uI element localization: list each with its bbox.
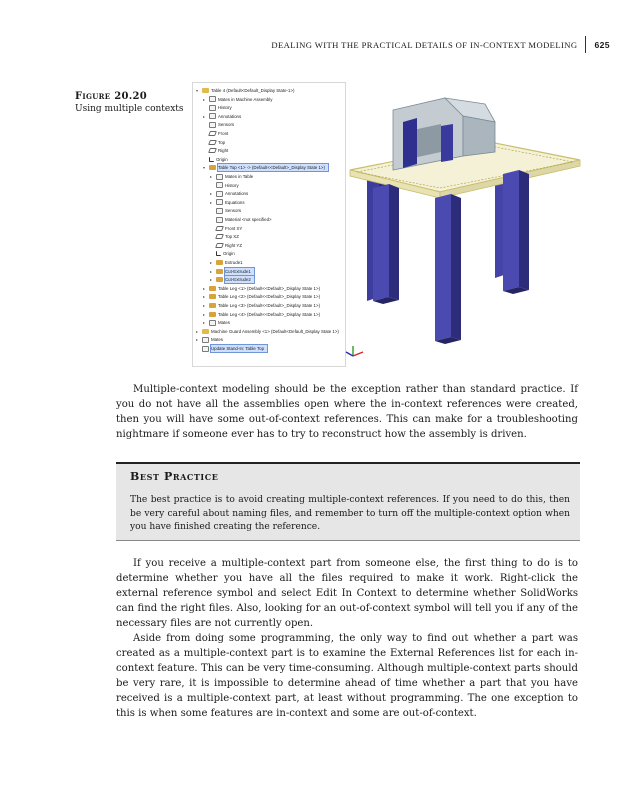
part-icon xyxy=(216,260,223,265)
folder-icon xyxy=(216,217,223,223)
tree-item-label: Sensors xyxy=(225,208,242,214)
tree-item-label: Right xyxy=(218,148,229,154)
plane-icon xyxy=(215,234,224,239)
tree-item-label: Table Leg <2> (Default<<Default>_Display State 1>) xyxy=(218,294,321,300)
tree-item-label: Mates xyxy=(218,320,230,326)
tree-item-label: Table Leg <1> (Default<<Default>_Display State 1>) xyxy=(218,285,321,291)
table-leg-front-left xyxy=(373,184,399,304)
tree-item[interactable] xyxy=(196,336,223,343)
expand-arrow-icon[interactable]: ▸ xyxy=(203,113,206,119)
tree-item[interactable] xyxy=(210,207,241,214)
expand-arrow-icon[interactable]: ▸ xyxy=(203,311,206,317)
tree-item[interactable] xyxy=(210,216,272,223)
tree-item-label: Extrude1 xyxy=(225,260,243,265)
tree-item-label: Table 4 (Default<Default_Display State-1>) xyxy=(211,88,295,93)
expand-arrow-icon[interactable]: ▸ xyxy=(210,268,213,274)
header-divider xyxy=(585,36,586,53)
tree-item-label: Update Stand-In: Table Top xyxy=(211,345,267,352)
header-title: DEALING WITH THE PRACTICAL DETAILS OF IN-CONTEXT MODELING xyxy=(271,39,578,50)
tree-item-label: Cut-Extrude1 xyxy=(225,268,254,275)
tree-item-label: Equations xyxy=(225,199,245,205)
folder-icon xyxy=(216,208,223,214)
paragraph-multiple-context: Multiple-context modeling should be the exception rather than standard practice. If you do not have all the assemblies open where the in-context references were created, then you will have some out-of-context references. This can make for a troubleshooting nightmare if someone ever has to try to reconstruct how the assembly is driven. xyxy=(116,384,578,440)
plane-icon xyxy=(208,131,217,136)
tree-item-label: Right YZ xyxy=(225,242,243,248)
folder-icon xyxy=(216,182,223,188)
tree-item[interactable] xyxy=(210,250,235,257)
tree-item[interactable] xyxy=(203,164,328,171)
tree-item[interactable] xyxy=(196,345,267,352)
expand-arrow-icon[interactable]: ▸ xyxy=(203,285,206,291)
tree-item-label: Table Leg <3> (Default<<Default>_Display State 1>) xyxy=(218,303,321,308)
tree-item[interactable] xyxy=(210,190,248,197)
plane-icon xyxy=(208,140,217,145)
part-icon xyxy=(209,312,216,317)
tree-item[interactable] xyxy=(203,96,272,103)
table-leg-front-center xyxy=(435,194,461,344)
tree-item[interactable] xyxy=(203,139,225,146)
expand-arrow-icon[interactable]: ▾ xyxy=(196,88,199,93)
running-header xyxy=(271,36,610,53)
expand-arrow-icon[interactable]: ▸ xyxy=(196,337,199,343)
tree-item[interactable] xyxy=(196,328,339,335)
tree-item[interactable] xyxy=(203,156,228,163)
best-practice-text: The best practice is to avoid creating multiple-context references. If you need to do this, then be very careful about naming files, and remember to turn off the multiple-context option when you have finished creating the reference. xyxy=(130,495,570,532)
tree-item[interactable] xyxy=(210,268,254,275)
part-icon xyxy=(209,286,216,291)
tree-item[interactable] xyxy=(203,121,234,128)
tree-item-label: Table Leg <4> (Default<<Default>_Display State 1>) xyxy=(218,311,321,317)
tree-item[interactable] xyxy=(203,104,232,111)
tree-item[interactable] xyxy=(203,285,320,292)
origin-icon xyxy=(216,251,221,256)
tree-item-label: Mates in Machine Assembly xyxy=(218,96,273,102)
tree-item[interactable] xyxy=(196,87,294,94)
tree-item-label: Front xyxy=(218,131,229,136)
expand-arrow-icon[interactable]: ▸ xyxy=(210,260,213,265)
tree-item[interactable] xyxy=(210,276,254,283)
tree-item[interactable] xyxy=(203,319,230,326)
figure-caption-text: Using multiple contexts xyxy=(75,104,184,114)
asm-icon xyxy=(202,329,209,334)
expand-arrow-icon[interactable]: ▸ xyxy=(210,199,213,205)
tree-item[interactable] xyxy=(203,293,320,300)
feature-tree-panel xyxy=(192,82,346,367)
expand-arrow-icon[interactable]: ▸ xyxy=(203,303,206,308)
figure-caption xyxy=(75,90,184,116)
part-icon xyxy=(216,277,223,282)
folder-icon xyxy=(209,96,216,102)
tree-item-label: Table Top <1> -> (Default<<Default>_Display State 1>) xyxy=(218,164,328,171)
asm-icon xyxy=(202,88,209,93)
expand-arrow-icon[interactable]: ▸ xyxy=(210,174,213,179)
part-icon xyxy=(209,165,216,170)
tree-item-label: Mates in Table xyxy=(225,174,254,179)
tree-item[interactable] xyxy=(210,199,245,206)
expand-arrow-icon[interactable]: ▸ xyxy=(203,320,206,326)
folder-icon xyxy=(216,174,223,180)
tree-item[interactable] xyxy=(210,182,239,189)
figure-label: Figure 20.20 xyxy=(75,91,148,102)
tree-item-label: Top XZ xyxy=(225,234,239,240)
page-number: 625 xyxy=(594,39,610,50)
tree-item[interactable] xyxy=(210,225,242,232)
origin-icon xyxy=(209,157,214,162)
expand-arrow-icon[interactable]: ▸ xyxy=(203,294,206,300)
tree-item[interactable] xyxy=(203,311,320,318)
triad-icon xyxy=(346,346,363,356)
tree-item-label: Annotations xyxy=(218,113,242,119)
tree-item-label: Origin xyxy=(223,251,235,257)
tree-item[interactable] xyxy=(210,233,239,240)
folder-icon xyxy=(209,320,216,326)
folder-icon xyxy=(209,105,216,111)
tree-item-label: Material <not specified> xyxy=(225,217,272,222)
paragraph-programming: Aside from doing some programming, the only way to find out whether a part was created as a multiple-context part is to examine the External References list for each in-context feature. This can be very time-consuming. Although multiple-context parts should be very rare, it is impossible to determine ahead of time whether a part that you have received is a multiple-context part, at least without programming. The one exception to this is when some features are in-context and some are out-of-context. xyxy=(116,633,578,719)
part-icon xyxy=(209,303,216,308)
tree-item-label: Annotations xyxy=(225,191,249,197)
best-practice-box xyxy=(116,462,580,541)
plane-icon xyxy=(215,226,224,231)
tree-item-label: Front XY xyxy=(225,225,243,231)
expand-arrow-icon[interactable]: ▸ xyxy=(210,277,213,283)
tree-item[interactable] xyxy=(203,302,320,309)
tree-item-label: Cut-Extrude2 xyxy=(225,276,254,283)
tree-item-label: Mates xyxy=(211,337,223,343)
expand-arrow-icon[interactable]: ▾ xyxy=(203,165,206,171)
part-icon xyxy=(216,269,223,274)
folder-icon xyxy=(202,346,209,352)
tree-item-label: History xyxy=(225,182,239,188)
tree-item[interactable] xyxy=(210,259,243,266)
tree-item-label: Origin xyxy=(216,156,228,162)
folder-icon xyxy=(216,191,223,197)
expand-arrow-icon[interactable]: ▸ xyxy=(203,96,206,102)
tree-item-label: Top xyxy=(218,139,226,145)
folder-icon xyxy=(202,337,209,343)
folder-icon xyxy=(209,113,216,119)
tree-item[interactable] xyxy=(203,113,241,120)
tree-item-label: Machine Guard Assembly <1> (Default<Default_Display State 1>) xyxy=(211,328,339,334)
tree-item[interactable] xyxy=(210,242,242,249)
expand-arrow-icon[interactable]: ▸ xyxy=(196,328,199,334)
plane-icon xyxy=(208,148,217,153)
plane-icon xyxy=(215,243,224,248)
best-practice-title: Best Practice xyxy=(130,470,219,483)
tree-item[interactable] xyxy=(203,130,228,137)
folder-icon xyxy=(209,122,216,128)
tree-item-label: Sensors xyxy=(218,122,235,128)
tree-item[interactable] xyxy=(203,147,228,154)
table-leg-front-right xyxy=(503,170,529,294)
tree-item-label: History xyxy=(218,105,232,111)
paragraph-receive-part: If you receive a multiple-context part from someone else, the first thing to do is to determine whether you have all the files required to make it work. Right-click the external reference symbol and select Edit In Context to determine whether SolidWorks can find the right files. Also, looking for an out-of-context symbol will tell you if any of the necessary files are not currently open. Aside from doing some programming, the only way to find out whether a part was created as a multiple-context part is to examine the External References list for each in-context feature. This can be very time-consuming. Although multiple-context parts should be very rare, it is impossible to determine ahead of time whether a part that you have received is a multiple-context part, at least without programming. The one exception to this is when some features are in-context and some are out-of-context. xyxy=(116,558,578,719)
folder-icon xyxy=(216,199,223,205)
tree-item[interactable] xyxy=(210,173,253,180)
part-icon xyxy=(209,294,216,299)
expand-arrow-icon[interactable]: ▸ xyxy=(210,191,213,197)
table-model-illustration xyxy=(345,82,590,372)
